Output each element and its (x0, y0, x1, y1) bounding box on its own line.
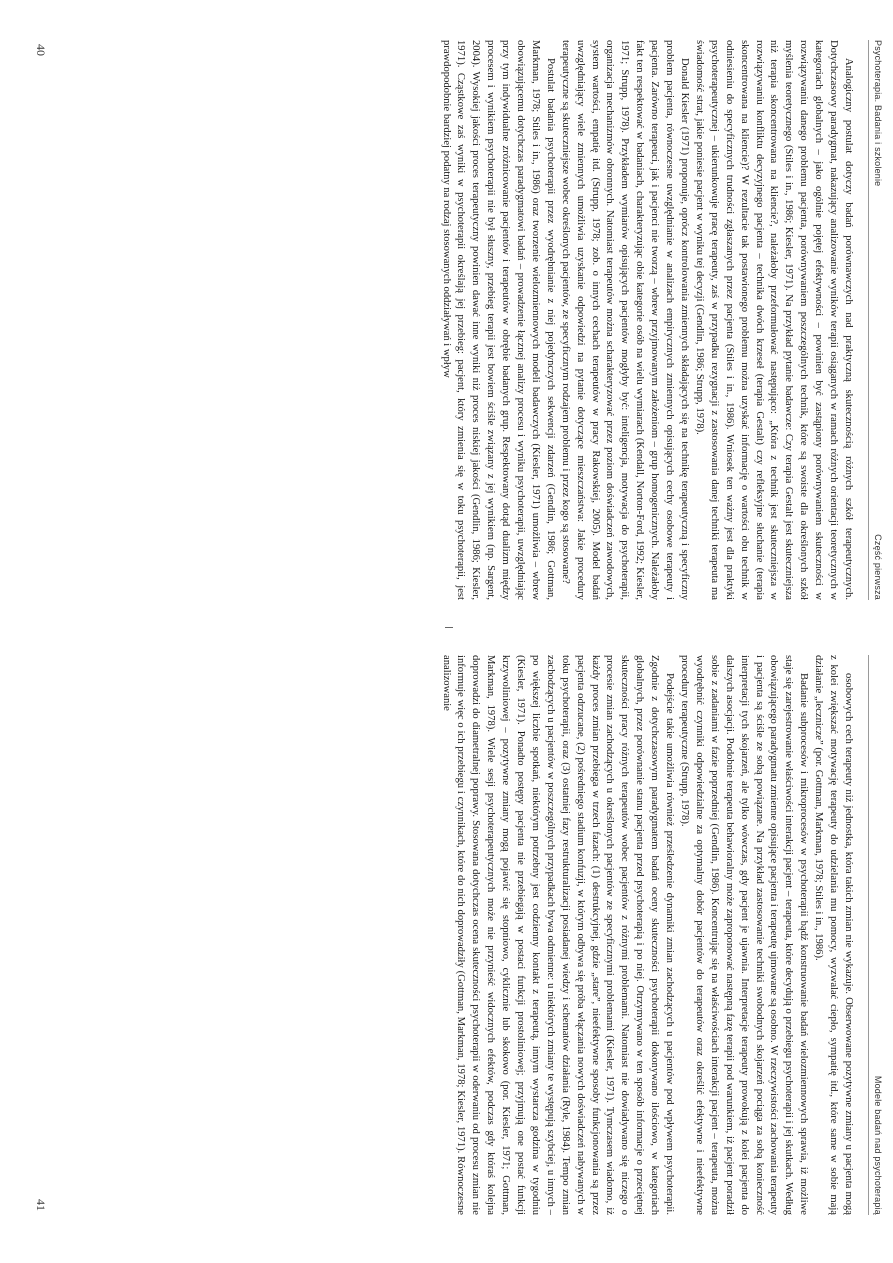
part-header: Część pierwsza (873, 534, 883, 600)
paragraph: Donald Kiesler (1971) proponuje, oprócz kontrolowania zmiennych składających się na technikę terapeutyczną i specyficzny problem pacjenta, równoczesne uwzględnianie w analizach empirycznych zmiennych opisujących cechy osobowe terapeuty i pacjenta. Zarówno terapeuci, jak i pacjenci nie tworzą – wbrew przyjmowanym założeniom – grup homogenicznych. Należałoby fakt ten respektować w badaniach, charakteryzując obie kategorie osób na wielu wymiarach (Kendall, Norton-Ford, 1992; Kiesler, 1971; Strupp, 1978). Przykładem wymiarów opisujących pacjentów mogłyby być: inteligencja, motywacja do psychoterapii, organizacja mechanizmów obronnych. Natomiast terapeutów można scharakteryzować przez poziom doświadczeń zawodowych, system wartości, empatię itd. (Strupp, 1978; zob. o innych cechach terapeutów w pracy Rakowskiej, 2005). Model badań uwzględniający wiele zmiennych umożliwia uzyskanie odpowiedzi na pytanie dotyczące mieszczaństwa: Jakie procedury terapeutyczne są skuteczniejsze wobec określonych pacjentów, ze specyficznym rodzajem problemu i przez kogo są stosowane? (559, 40, 691, 600)
paragraph: Podejście takie umożliwia również prześledzenie dynamiki zmian zachodzących u pacjentów pod wpływem psychoterapii. Zgodnie z dotychczasowym paradygmatem badań oceny skuteczności psychoterapii dokonywano ilościowo, w kategoriach globalnych, przez porównanie stanu pacjenta przed psychoterapią i po niej. Otrzymywano w ten sposób informacje o przeciętnej skuteczności pracy różnych terapeutów wobec pacjentów z różnymi problemami. Natomiast nie dowiadywano się niczego o procesie zmian zachodzących u określonych pacjentów ze specyficznymi problemami (Kiesler, 1971). Tymczasem wiadomo, iż każdy proces zmian przebiega w trzech fazach: (1) destrukcyjnej, gdzie „stareˮ, nieefektywne sposoby funkcjonowania są przez pacjenta odrzucane, (2) pośredniego stadium konfuzji, w którym odbywa się próba włączania nowych doświadczeń nabywanych w toku psychoterapii, oraz (3) ostatniej fazy restrukturalizacji posiadanej wiedzy i schematów działania (Ryle, 1984). Tempo zmian zachodzących u pacjentów w poszczególnych przypadkach bywa odmienne: u niektórych zmiany te występują szybciej, u innych – po większej liczbie spotkań, niektórym potrzebny jest codzienny kontakt z terapeutą, innym wystarcza godzina w tygodniu (Kiesler, 1971). Ponadto postępy pacjenta nie przebiegają w postaci funkcji prostoliniowej; przyjmują one postać funkcji krzywoliniowej – pozytywne zmiany mogą pojawić się stopniowo, cyklicznie lub skokowo (por. Kiesler, 1971; Gottman, Markman, 1978). Wiele sesji psychoterapeutycznych może nie przynieść widocznych efektów, podczas gdy któraś kolejna doprowadzi do diametralnej poprawy. Stosowana dotychczas ocena skuteczności psychoterapii w oderwaniu od procesu zmian nie informuje więc o ich przebiegu i czynnikach, które do nich doprowadziły (Gottman, Markman, 1978; Kiesler, 1971). Równoczesne analizowanie (440, 655, 676, 1215)
gutter-mark (445, 627, 453, 628)
right-page (0, 655, 893, 1215)
page-number-left: 40 (34, 44, 48, 56)
paragraph: osobowych cech terapeuty niż jednostka, która takich zmian nie wykazuje. Obserwowane pozytywne zmiany u pacjenta mogą z kolei zwiększać motywację terapeuty do udzielania mu pomocy, wyzwalać ciepło, sympatię itd., które same w sobie mają działanie „leczniczeˮ (por. Gottman, Markman, 1978; Stiles i in., 1986). (813, 655, 854, 1215)
running-head-left-page (868, 40, 883, 600)
right-page-body (65, 655, 855, 1215)
page-number-right: 41 (34, 1199, 48, 1211)
paragraph: Postulat badania psychoterapii przez wyodrębnianie z niej pojedynczych sekwencji zdarzeń (Gendlin, 1986; Gottman, Markman, 1978; Stiles i in., 1986) oraz tworzenie wielozmiennowych modeli badawczych (Kiesler, 1971) umożliwia – wbrew obowiązującemu dotychczas paradygmatowi badań – prowadzenie łącznej analizy procesu i wyniku psychoterapii, uwzględniając przy tym indywidualne zróżnicowanie pacjentów i terapeutów w obrębie badanych grup. Respektowany dotąd dualizm między procesem i wynikiem psychoterapii nie był słuszny, przebieg terapii jest bowiem ściśle związany z jej wynikiem (np. Sargent, 2004). Wysokiej jakości proces terapeutyczny powinien dawać inne wyniki niż proces niskiej jakości (Gendlin, 1986; Kiesler, 1971). Cząstkowe zaś wyniki w psychoterapii określają jej przebieg: pacjent, który zmienia się w toku psychoterapii, jest prawdopodobnie bardziej podatny na rodzaj stosowanych oddziaływań i wpływ (440, 40, 556, 600)
running-head-right-page (868, 655, 883, 1215)
paragraph: Badanie subprocesów i mikroprocesów w psychoterapii bądź konstruowanie badań wielozmiennowych sprawia, iż możliwe staje się zarejestrowanie właściwości interakcji pacjent – terapeuta, które decydują o przebiegu psychoterapii i jej skutkach. Według obowiązującego paradygmatu zmienne opisujące pacjenta i terapeutę ujmowane są osobno. W rzeczywistości zachowania terapeuty i pacjenta są ściśle ze sobą powiązane. Na przykład zastosowanie techniki swobodnych skojarzeń pociąga za sobą konieczność interpretacji tych skojarzeń, ale tylko wówczas, gdy pacjent je ujawnia. Interpretacje terapeuty prowokują z kolei pacjenta do dalszych asocjacji. Podobnie terapeuta behawioralny może zaproponować następną fazę terapii pod warunkiem, iż pacjent poradził sobie z zadaniami w fazie poprzedniej (Gendlin, 1986). Koncentrując się na właściwościach interakcji pacjent – terapeuta, można wyodrębnić czynniki odpowiedzialne za optymalny dobór pacjentów do terapeutów oraz określić efektywne i nieefektywne procedury terapeutyczne (Strupp, 1978). (679, 655, 810, 1215)
paragraph: Analogiczny postulat dotyczy badań porównawczych nad praktyczną skutecznością różnych szkół terapeutycznych. Dotychczasowy paradygmat, nakazujący analizowanie wyników terapii osiąganych w ramach różnych orientacji teoretycznych w kategoriach globalnych – jako ogólnie pojętej efektywności – powinien być zastąpiony porównywaniem skuteczności w rozwiązywaniu danego problemu pacjenta, porównywaniem poszczególnych technik, które są swoiste dla określonych szkół myślenia teoretycznego (Stiles i in., 1986; Kiesler, 1971). Na przykład pytanie badawcze: Czy terapia Gestalt jest skuteczniejsza niż terapia skoncentrowana na kliencie?, należałoby przeformułować następująco: „Która z technik jest skuteczniejsza w rozwiązywaniu konfliktu decyzyjnego pacjenta – technika dwóch krzeseł (terapia Gestalt) czy refleksyjne słuchanie (terapia skoncentrowana na kliencie)? W rezultacie tak postawionego problemu można uzyskać informację o wartości obu technik w odniesieniu do specyficznych trudności zgłaszanych przez pacjenta (Stiles i in., 1986). Wniosek ten ważny jest dla praktyki psychoterapeutycznej – ukierunkowuje pracę terapeuty, zaś w przypadku rezygnacji z zastosowania danej techniki terapeuta ma świadomość strat, jakie poniesie pacjent w wyniku tej decyzji (Gendlin, 1986; Strupp, 1978). (693, 40, 854, 600)
left-page (0, 40, 893, 600)
book-title-header: Psychoterapia. Badania i szkolenie (873, 40, 883, 187)
chapter-header: Modele badań nad psychoterapią (873, 1075, 883, 1215)
left-page-body (65, 40, 855, 600)
